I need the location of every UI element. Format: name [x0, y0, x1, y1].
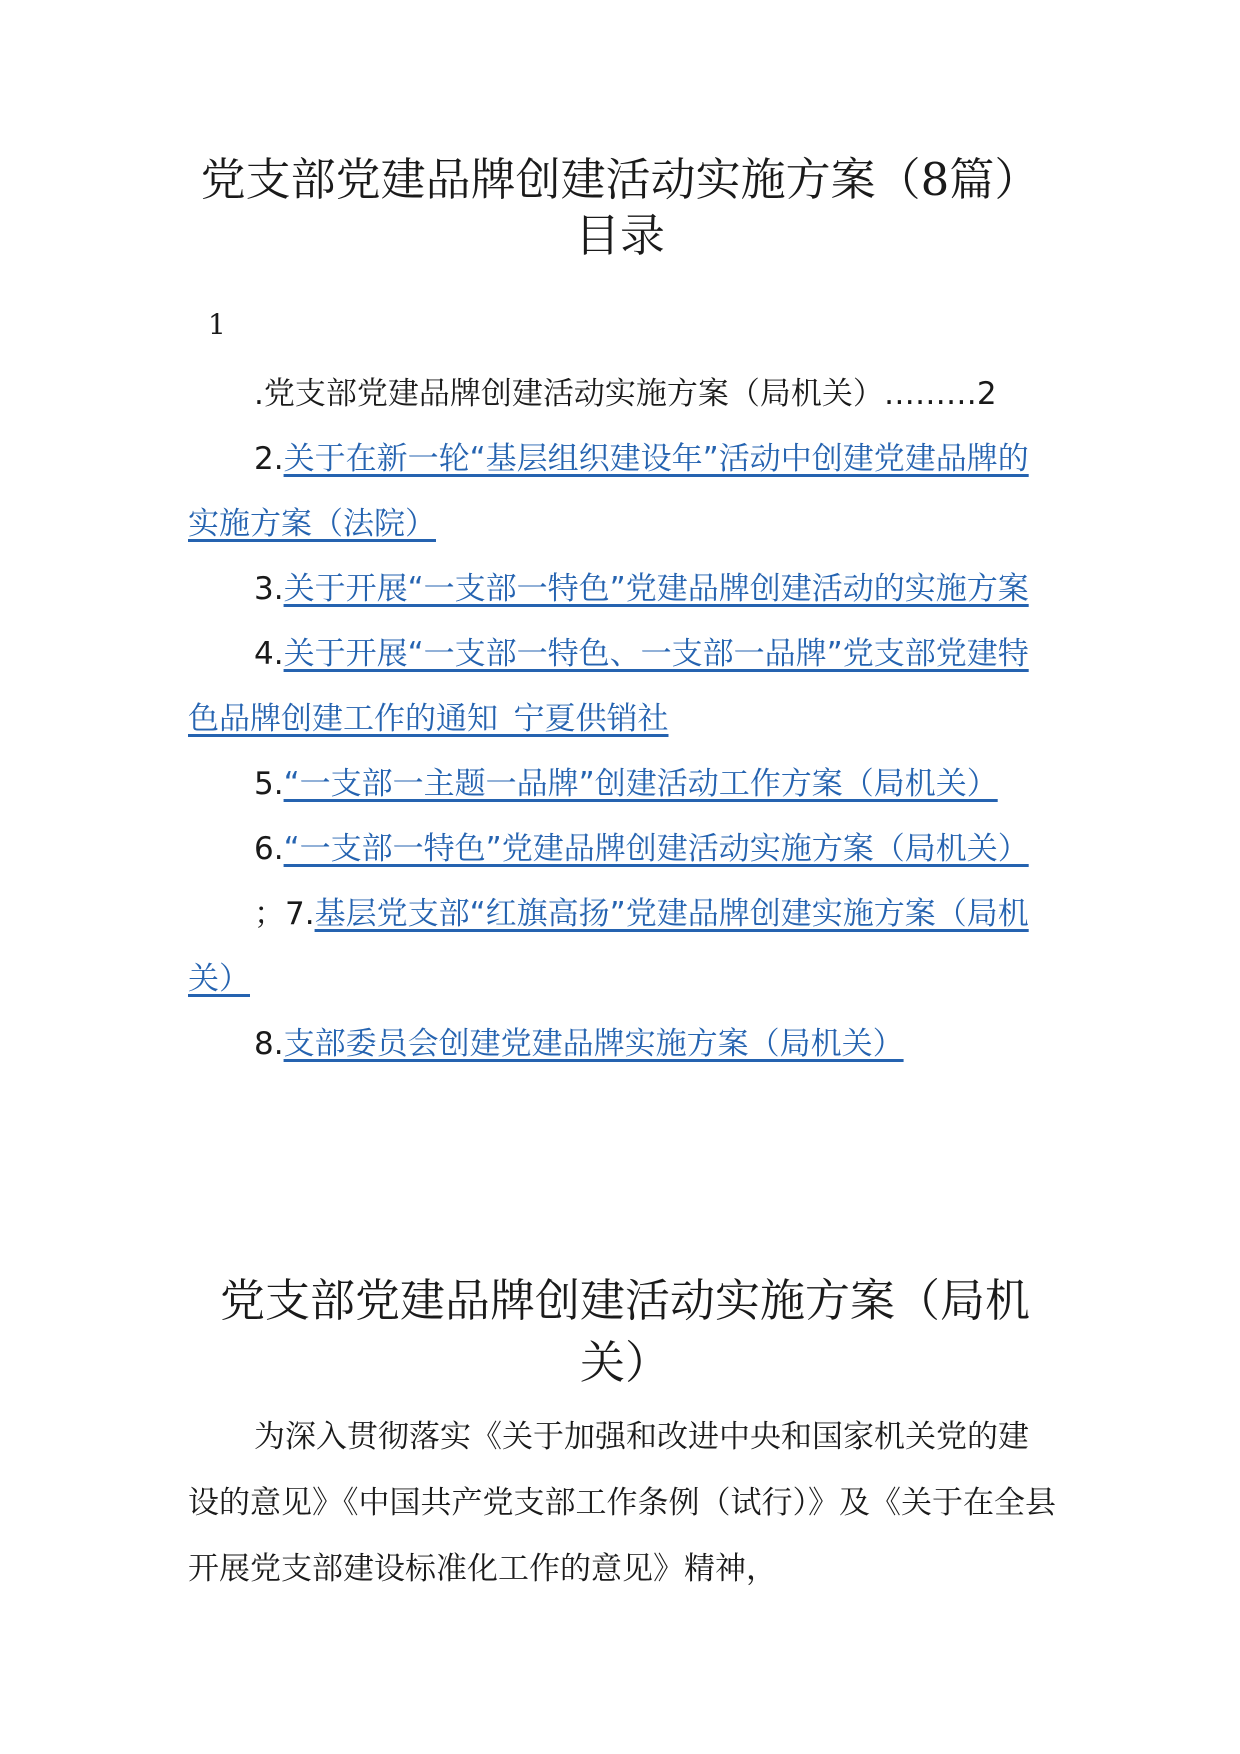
toc-item-8-link[interactable]: 支部委员会创建党建品牌实施方案（局机关）	[283, 1026, 904, 1062]
toc-item-3	[188, 557, 1058, 622]
toc-item-1	[188, 362, 1058, 427]
toc-item-7-number: ；7.	[254, 896, 315, 932]
section-title: 党支部党建品牌创建活动实施方案（局机关）	[219, 1274, 1030, 1389]
toc-item-5-number: 5.	[254, 766, 284, 802]
toc-item-4-link[interactable]: 关于开展“一支部一特色、一支部一品牌”党支部党建特色品牌创建工作的通知_宁夏供销社	[188, 636, 1029, 737]
table-of-contents	[188, 362, 1058, 1077]
toc-item-1-text: .党支部党建品牌创建活动实施方案（局机关）………2	[254, 376, 997, 412]
toc-item-6	[188, 817, 1058, 882]
toc-item-3-link[interactable]: 关于开展“一支部一特色”党建品牌创建活动的实施方案	[283, 571, 1029, 607]
toc-item-4	[188, 622, 1058, 752]
toc-item-2	[188, 427, 1058, 557]
toc-item-4-number: 4.	[254, 636, 284, 672]
toc-item-3-number: 3.	[254, 571, 284, 607]
toc-heading: 目录	[574, 209, 665, 262]
toc-item-2-number: 2.	[254, 441, 284, 477]
title-tail: 篇）	[949, 153, 1040, 206]
page-marker: 1	[208, 308, 226, 341]
body-paragraph: 为深入贯彻落实《关于加强和改进中央和国家机关党的建设的意见》《中国共产党支部工作条例（试行）》及《关于在全县开展党支部建设标准化工作的意见》精神，	[188, 1419, 1056, 1587]
toc-item-6-number: 6.	[254, 831, 284, 867]
toc-item-5	[188, 752, 1058, 817]
toc-item-2-link[interactable]: 关于在新一轮“基层组织建设年”活动中创建党建品牌的实施方案（法院）	[188, 441, 1029, 542]
toc-item-7-link[interactable]: 基层党支部“红旗高扬”党建品牌创建实施方案（局机关）	[188, 896, 1029, 997]
title-count: 8	[920, 153, 950, 206]
toc-item-5-link[interactable]: “一支部一主题一品牌”创建活动工作方案（局机关）	[283, 766, 998, 802]
document-title	[150, 150, 1090, 210]
toc-item-8-number: 8.	[254, 1026, 284, 1062]
toc-item-6-link[interactable]: “一支部一特色”党建品牌创建活动实施方案（局机关）	[283, 831, 1029, 867]
toc-item-7	[188, 882, 1058, 1012]
title-text: 党支部党建品牌创建活动实施方案（	[200, 153, 921, 206]
toc-item-8	[188, 1012, 1058, 1077]
